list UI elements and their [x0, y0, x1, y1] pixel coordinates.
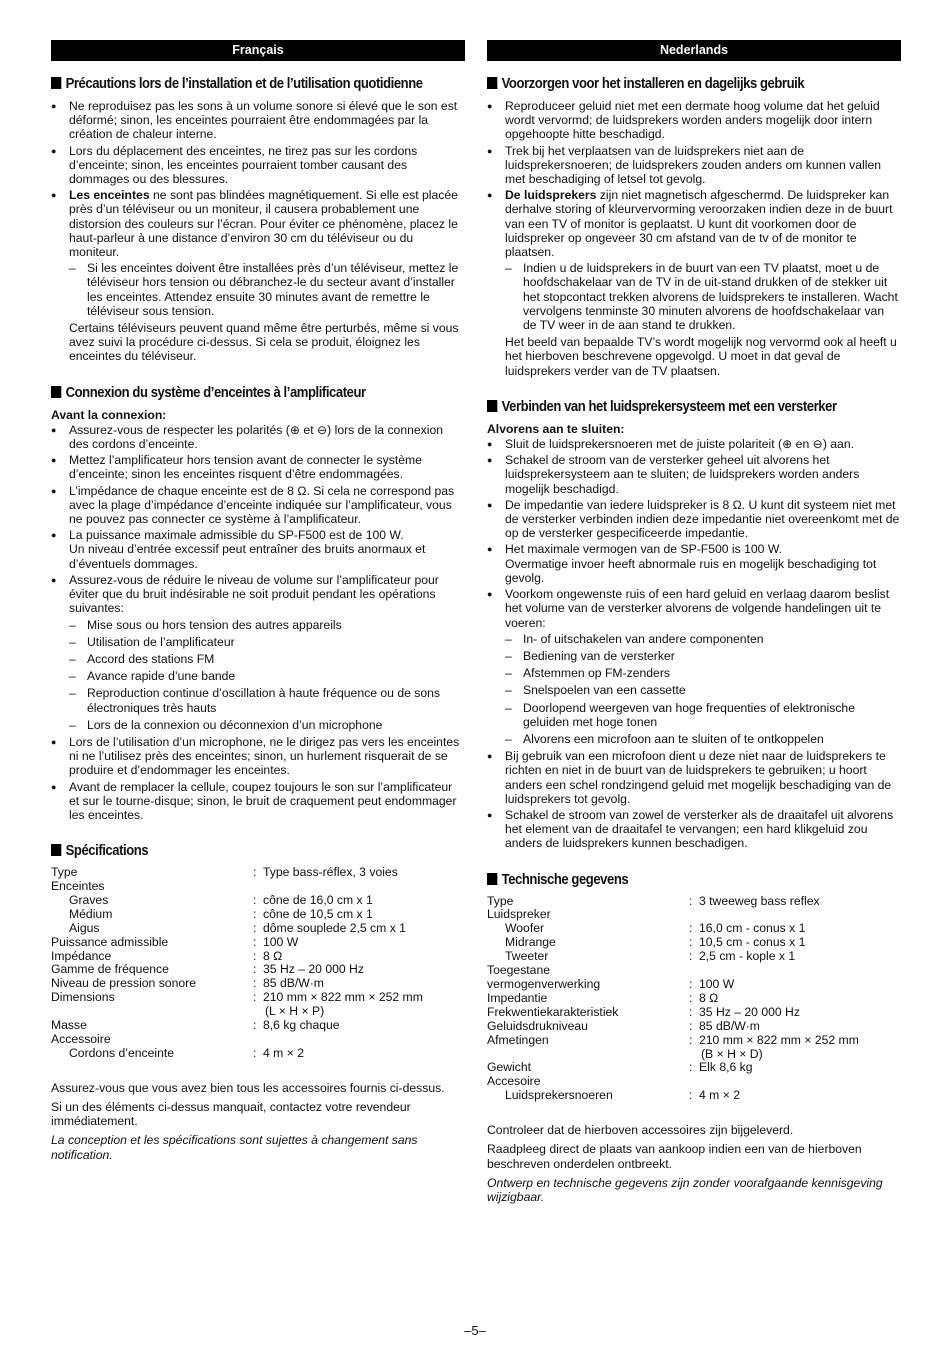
paragraph: Controleer dat de hierboven accessoires zijn bijgeleverd. [487, 1123, 794, 1138]
list-item: – Si les enceintes doivent être installées près d’un téléviseur, mettez le téléviseur hors tension ou débranchez-le du secteur avant d’installer les enceintes. Attendez ensuite 30 minutes avant de remettre le téléviseur sous tension. [69, 261, 465, 318]
dash-list [505, 632, 901, 746]
section-title: Précautions lors de l’installation et de l’utilisation quotidienne [51, 75, 407, 93]
list-item: – Bediening van de versterker [505, 649, 901, 663]
list-item: ● La puissance maximale admissible du SP-F500 est de 100 W. Un niveau d’entrée excessif peut entraîner des bruits anormaux et d’éventuels dommages. [51, 528, 465, 571]
list-item: ● Het maximale vermogen van de SP-F500 is 100 W. Overmatige invoer heeft abnormale ruis en mogelijk beschadiging tot gevolg. [487, 542, 901, 585]
table-row: Type : 3 tweeweg bass reflex [487, 893, 820, 908]
spec-table [487, 895, 901, 1104]
section-title: Spécifications [51, 842, 407, 860]
table-row: Midrange : 10,5 cm - conus x 1 [505, 935, 806, 950]
french-column [51, 40, 465, 1182]
list-item: – Accord des stations FM [69, 652, 465, 666]
note-paragraph: Het beeld van bepaalde TV’s wordt mogelijk nog vervormd ook al heeft u het hierboven beschrevene opgevolgd. U moet in dat geval de luidsprekers verder van de TV plaatsen. [505, 335, 897, 378]
square-bullet-icon [487, 400, 497, 412]
square-bullet-icon [487, 77, 497, 89]
table-row: Impédance : 8 Ω [51, 948, 283, 963]
language-header-dutch: Nederlands [487, 40, 901, 61]
subheading: Alvorens aan te sluiten: [487, 421, 625, 436]
table-row: Gamme de fréquence : 35 Hz – 20 000 Hz [51, 962, 364, 977]
list-item: ● Reproduceer geluid niet met een dermate hoog volume dat het geluid wordt vervormd; de luidsprekers worden anders mogelijk door intern opgehoopte hitte beschadigd. [487, 99, 901, 142]
list-item: – Mise sous ou hors tension des autres appareils [69, 618, 465, 632]
list-item: ● Sluit de luidsprekersnoeren met de juiste polariteit (⊕ en ⊖) aan. [487, 437, 901, 451]
table-row: Afmetingen : 210 mm × 822 mm × 252 mm [487, 1032, 859, 1047]
list-item: – Reproduction continue d’oscillation à haute fréquence ou de sons électroniques très hauts [69, 686, 465, 714]
list-item: ● Bij gebruik van een microfoon dient u deze niet naar de luidsprekers te richten en niet in de buurt van de luidsprekers te gebruiken; u hoort anders een schel rondzingend geluid met mogelijk beschadiging van de luidsprekers tot gevolg. [487, 749, 901, 806]
table-row: Médium : cône de 10,5 cm x 1 [69, 906, 373, 921]
list-item: ● Trek bij het verplaatsen van de luidsprekers niet aan de luidsprekersnoeren; de luidsprekers zouden anders om kunnen vallen met beschadiging of letsel tot gevolg. [487, 144, 901, 187]
list-item: ● Mettez l’amplificateur hors tension avant de connecter le système d’enceinte; sinon les enceintes risquent d’être endommagées. [51, 453, 465, 481]
table-row: Type : Type bass-réflex, 3 voies [51, 865, 398, 880]
section-title: Technische gegevens [487, 871, 843, 889]
table-row: Toegestane [487, 963, 551, 978]
table-row: vermogenverwerking : 100 W [487, 976, 735, 991]
table-row: Cordons d’enceinte : 4 m × 2 [69, 1045, 304, 1060]
list-item: ● De impedantie van iedere luidspreker is 8 Ω. U kunt dit systeem niet met de versterker verbinden indien deze impedantie niet overeenkomt met de op de versterker gespecificeerde impedantie. [487, 498, 901, 541]
section-title: Connexion du système d’enceintes à l’amplificateur [51, 384, 407, 402]
dash-list [69, 261, 465, 318]
nl-specifications-section [487, 871, 901, 1205]
list-item: ● Assurez-vous de réduire le niveau de volume sur l’amplificateur pour éviter que du bruit indésirable ne soit produit pendant les opérations suivantes: – Mise sous ou hors tension des autres appareils – Utilisation de l’amplificateur – Accord des stations FM – Avance rapide d’une bande – Reproduction continue d’oscillation à haute fréquence ou de sons électroniques très hauts – Lors de la connexion ou déconnexion d’un microphone [51, 573, 465, 732]
fr-precautions-section [51, 75, 465, 364]
square-bullet-icon [51, 386, 61, 398]
table-row: Dimensions : 210 mm × 822 mm × 252 mm [51, 990, 423, 1005]
square-bullet-icon [51, 844, 61, 856]
table-row: Puissance admissible : 100 W [51, 934, 299, 949]
note-paragraph: Certains téléviseurs peuvent quand même être perturbés, même si vous avez suivi la procédure ci-dessus. Si cela se produit, éloignez les enceintes du téléviseur. [69, 321, 459, 364]
table-row: Woofer : 16,0 cm - conus x 1 [505, 921, 806, 936]
table-row: Impedantie : 8 Ω [487, 990, 719, 1005]
disclaimer: La conception et les spécifications sont sujettes à changement sans notification. [51, 1133, 418, 1162]
bullet-list [51, 423, 465, 822]
nl-connection-section [487, 398, 901, 851]
list-item: – Snelspoelen van een cassette [505, 683, 901, 697]
square-bullet-icon [487, 873, 497, 885]
list-item: ● Voorkom ongewenste ruis of een hard geluid en verlaag daarom beslist het volume van de versterker alvorens de volgende handelingen uit te voeren: – In- of uitschakelen van andere componenten – Bediening van de versterker – Afstemmen op FM-zenders – Snelspoelen van een cassette – Doorlopend weergeven van hoge frequenties of elektronische geluiden met hoge tonen – Alvorens een microfoon aan te sluiten of te ontkoppelen [487, 587, 901, 746]
list-item: – Doorlopend weergeven van hoge frequenties of elektronische geluiden met hoge tonen [505, 701, 901, 729]
spec-table [51, 866, 465, 1061]
list-item: ● Lors du déplacement des enceintes, ne tirez pas sur les cordons d’enceinte; sinon, les enceintes pourraient tomber causant des dommages ou des blessures. [51, 144, 465, 187]
table-row: Gewicht : Elk 8,6 kg [487, 1060, 753, 1075]
list-item: – Indien u de luidsprekers in de buurt van een TV plaatst, moet u de hoofdschakelaar van de TV in de uit-stand drukken of de stekker uit het stopcontact trekken alvorens de luidsprekers te installeren. Wacht vervolgens tenminste 30 minuten alvorens de hoofdschakelaar van de TV weer in de aan stand te drukken. [505, 261, 901, 332]
table-row: Niveau de pression sonore : 85 dB/W·m [51, 976, 324, 991]
section-title: Voorzorgen voor het installeren en dagelijks gebruik [487, 75, 843, 93]
language-header-french: Français [51, 40, 465, 61]
disclaimer: Ontwerp en technische gegevens zijn zonder voorafgaande kennisgeving wijzigbaar. [487, 1175, 883, 1204]
table-row: Accessoire [51, 1032, 111, 1047]
list-item: ● Schakel de stroom van zowel de versterker als de draaitafel uit alvorens het element van de draaitafel te vervangen; een hard klikgeluid zou anders de luidsprekers kunnen beschadigen. [487, 808, 901, 851]
table-row: Accesoire [487, 1074, 541, 1089]
list-item: ● Lors de l’utilisation d’un microphone, ne le dirigez pas vers les enceintes ni ne l’utilisez près des enceintes; sinon, un hurlement risquerait de se produire et d’endommager les enceintes. [51, 735, 465, 778]
table-row: Masse : 8,6 kg chaque [51, 1018, 340, 1033]
nl-precautions-section [487, 75, 901, 378]
list-item: – Avance rapide d’une bande [69, 669, 465, 683]
bullet-list [51, 99, 465, 318]
list-item: – Lors de la connexion ou déconnexion d’un microphone [69, 718, 465, 732]
table-row: Frekwentiekarakteristiek : 35 Hz – 20 000 Hz [487, 1004, 800, 1019]
list-item: ● Schakel de stroom van de versterker geheel uit alvorens het luidsprekersysteem aan te sluiten; de luidsprekers worden anders mogelijk beschadigd. [487, 453, 901, 496]
table-row: Enceintes [51, 879, 105, 894]
list-item: ● Ne reproduisez pas les sons à un volume sonore si élevé que le son est déformé; sinon, les enceintes pourraient être endommagées par la création de chaleur interne. [51, 99, 465, 142]
table-row: (L × H × P) [265, 1004, 325, 1019]
dutch-column [487, 40, 901, 1224]
paragraph: Raadpleeg direct de plaats van aankoop indien een van de hierboven beschreven onderdelen ontbreekt. [487, 1142, 862, 1171]
section-title: Verbinden van het luidsprekersysteem met een versterker [487, 398, 843, 416]
paragraph: Assurez-vous que vous avez bien tous les accessoires fournis ci-dessus. [51, 1080, 445, 1095]
fr-specifications-section [51, 842, 465, 1162]
list-item: – Utilisation de l’amplificateur [69, 635, 465, 649]
table-row: Aigus : dôme souplede 2,5 cm x 1 [69, 920, 406, 935]
bullet-list [487, 437, 901, 850]
subheading: Avant la connexion: [51, 407, 167, 422]
table-row: Tweeter : 2,5 cm - kople x 1 [505, 949, 796, 964]
list-item: – In- of uitschakelen van andere componenten [505, 632, 901, 646]
list-item: ● De luidsprekers zijn niet magnetisch afgeschermd. De luidspreker kan derhalve storing of kleurvervorming veroorzaken indien deze in de buurt van een TV of monitor is geplaatst. U kunt dit voorkomen door de luidspreker op ongeveer 30 cm afstand van de tv of de monitor te plaatsen. – Indien u de luidsprekers in de buurt van een TV plaatst, moet u de hoofdschakelaar van de TV in de uit-stand drukken of de stekker uit het stopcontact trekken alvorens de luidsprekers te installeren. Wacht vervolgens tenminste 30 minuten alvorens de hoofdschakelaar van de TV weer in de aan stand te drukken. [487, 188, 901, 332]
table-row: (B × H × D) [701, 1046, 763, 1061]
list-item: ● Assurez-vous de respecter les polarités (⊕ et ⊖) lors de la connexion des cordons d’enceinte. [51, 423, 465, 451]
list-item: – Alvorens een microfoon aan te sluiten of te ontkoppelen [505, 732, 901, 746]
list-item: ● Les enceintes ne sont pas blindées magnétiquement. Si elle est placée près d’un téléviseur ou un moniteur, il causera probablement une distorsion des couleurs sur l’écran. Pour éviter ce phénomène, placez le haut-parleur à une distance d’environ 30 cm du téléviseur ou du moniteur. – Si les enceintes doivent être installées près d’un téléviseur, mettez le téléviseur hors tension ou débranchez-le du secteur avant d’installer les enceintes. Attendez ensuite 30 minutes avant de remettre le téléviseur sous tension. [51, 188, 465, 318]
list-item: ● Avant de remplacer la cellule, coupez toujours le son sur l’amplificateur et sur le tourne-disque; sinon, le bruit de craquement peut endommager les enceintes. [51, 780, 465, 823]
square-bullet-icon [51, 77, 61, 89]
dash-list [69, 618, 465, 732]
page-number: –5– [464, 1323, 486, 1338]
dash-list [505, 261, 901, 332]
list-item: – Afstemmen op FM-zenders [505, 666, 901, 680]
table-row: Graves : cône de 16,0 cm x 1 [69, 892, 373, 907]
table-row: Luidsprekersnoeren : 4 m × 2 [505, 1088, 740, 1103]
fr-connection-section [51, 384, 465, 822]
table-row: Geluidsdrukniveau : 85 dB/W·m [487, 1018, 760, 1033]
paragraph: Si un des éléments ci-dessus manquait, contactez votre revendeur immédiatement. [51, 1100, 411, 1129]
list-item: ● L’impédance de chaque enceinte est de 8 Ω. Si cela ne correspond pas avec la plage d’impédance d’enceinte indiquée sur l’amplificateur, vous ne pouvez pas connecter ce système à l’amplificateur. [51, 484, 465, 527]
table-row: Luidspreker [487, 907, 551, 922]
bullet-list [487, 99, 901, 332]
